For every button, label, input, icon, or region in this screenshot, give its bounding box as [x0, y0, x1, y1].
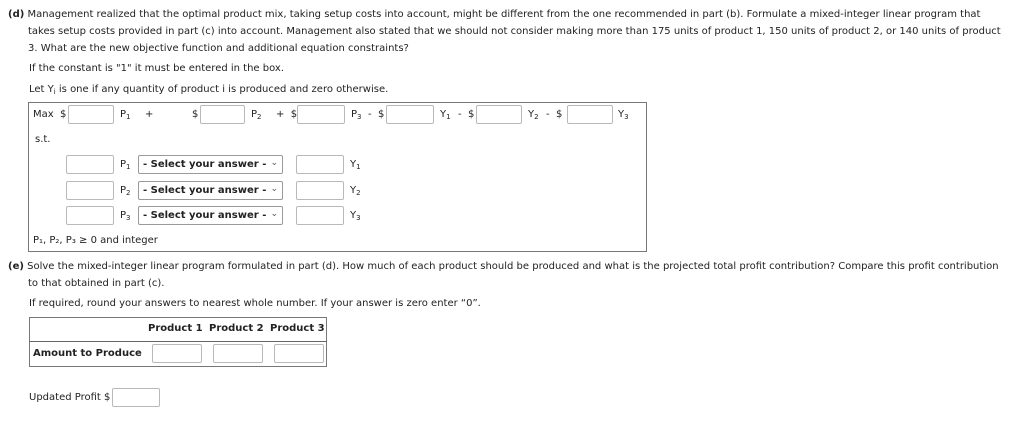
chevron-down-icon: ⌄	[270, 209, 278, 219]
header-product-1: Product 1	[148, 323, 203, 334]
c3-y3-label: $Y_3$	[350, 210, 361, 222]
amount-product-2-input[interactable]	[213, 344, 263, 363]
obj-coef-y3-input[interactable]	[567, 105, 613, 124]
plus-sign: +	[145, 109, 154, 120]
part-d-label: (d)	[8, 9, 25, 20]
obj-y2-label: $Y_2$	[528, 109, 539, 121]
obj-p3-label: $P_3$	[351, 109, 362, 121]
amount-product-1-input[interactable]	[152, 344, 202, 363]
constraint2-coef-input[interactable]	[66, 181, 114, 200]
constraint1-select[interactable]: - Select your answer - ⌄	[138, 155, 283, 174]
constraint1-rhs-input[interactable]	[296, 155, 344, 174]
minus-dollar: - $	[546, 109, 563, 120]
row-label-amount: Amount to Produce	[33, 348, 142, 359]
chevron-down-icon: ⌄	[270, 184, 278, 194]
obj-coef-y2-input[interactable]	[476, 105, 522, 124]
constraint3-rhs-input[interactable]	[296, 206, 344, 225]
obj-coef-p1-input[interactable]	[68, 105, 114, 124]
part-e-line1: Solve the mixed-integer linear program formulated in part (d). How much of each product should be produced and what is the projected total profit contribution? Compare this profit contribution	[27, 261, 999, 272]
constraint3-select[interactable]: - Select your answer - ⌄	[138, 206, 283, 225]
updated-profit-input[interactable]	[112, 388, 160, 407]
c3-p3-label: $P_3$	[120, 210, 131, 222]
subject-to-label: s.t.	[35, 134, 51, 145]
header-product-2: Product 2	[209, 323, 264, 334]
obj-coef-p2-input[interactable]	[200, 105, 245, 124]
part-d-line1: Management realized that the optimal product mix, taking setup costs into account, might be different from the one recommended in part (b). Formulate a mixed-integer linear program that	[27, 9, 981, 20]
constraint2-rhs-input[interactable]	[296, 181, 344, 200]
c1-y1-label: $Y_1$	[350, 159, 361, 171]
obj-coef-p3-input[interactable]	[297, 105, 345, 124]
minus-dollar: - $	[368, 109, 385, 120]
nonnegativity-constraint: P₁, P₂, P₃ ≥ 0 and integer	[33, 235, 158, 246]
obj-y3-label: $Y_3$	[618, 109, 629, 121]
max-label: Max $	[33, 109, 67, 120]
part-d-text	[8, 6, 1018, 57]
obj-coef-y1-input[interactable]	[386, 105, 434, 124]
part-e-text	[8, 258, 1018, 292]
dollar-sign: $	[192, 109, 199, 120]
amount-product-3-input[interactable]	[274, 344, 324, 363]
rounding-note: If required, round your answers to nearest whole number. If your answer is zero enter “0”.	[29, 298, 481, 309]
constraint3-coef-input[interactable]	[66, 206, 114, 225]
header-product-3: Product 3	[270, 323, 325, 334]
c2-y2-label: $Y_2$	[350, 185, 361, 197]
plus-dollar: + $	[276, 109, 298, 120]
model-box	[28, 102, 647, 252]
table-divider	[29, 341, 327, 342]
constraint1-coef-input[interactable]	[66, 155, 114, 174]
constraint2-select[interactable]: - Select your answer - ⌄	[138, 181, 283, 200]
part-e-label: (e)	[8, 261, 24, 272]
minus-dollar: - $	[458, 109, 475, 120]
updated-profit-label: Updated Profit $	[29, 392, 111, 403]
part-d-line2: takes setup costs provided in part (c) into account. Management also stated that we should not consider making more than 175 units of product 1, 150 units of product 2, or 140 units of product	[28, 26, 1001, 37]
obj-p2-label: $P_2$	[251, 109, 262, 121]
part-d-line3: 3. What are the new objective function and additional equation constraints?	[28, 43, 409, 54]
chevron-down-icon: ⌄	[270, 158, 278, 168]
c2-p2-label: $P_2$	[120, 185, 131, 197]
constant-note: If the constant is "1" it must be entered in the box.	[29, 63, 285, 74]
c1-p1-label: $P_1$	[120, 159, 131, 171]
obj-p1-label: $P_1$	[120, 109, 131, 121]
obj-y1-label: $Y_1$	[440, 109, 451, 121]
part-e-line2: to that obtained in part (c).	[28, 278, 165, 289]
let-statement: Let $Y_i$ is one if any quantity of product i is produced and zero otherwise.	[29, 84, 389, 96]
